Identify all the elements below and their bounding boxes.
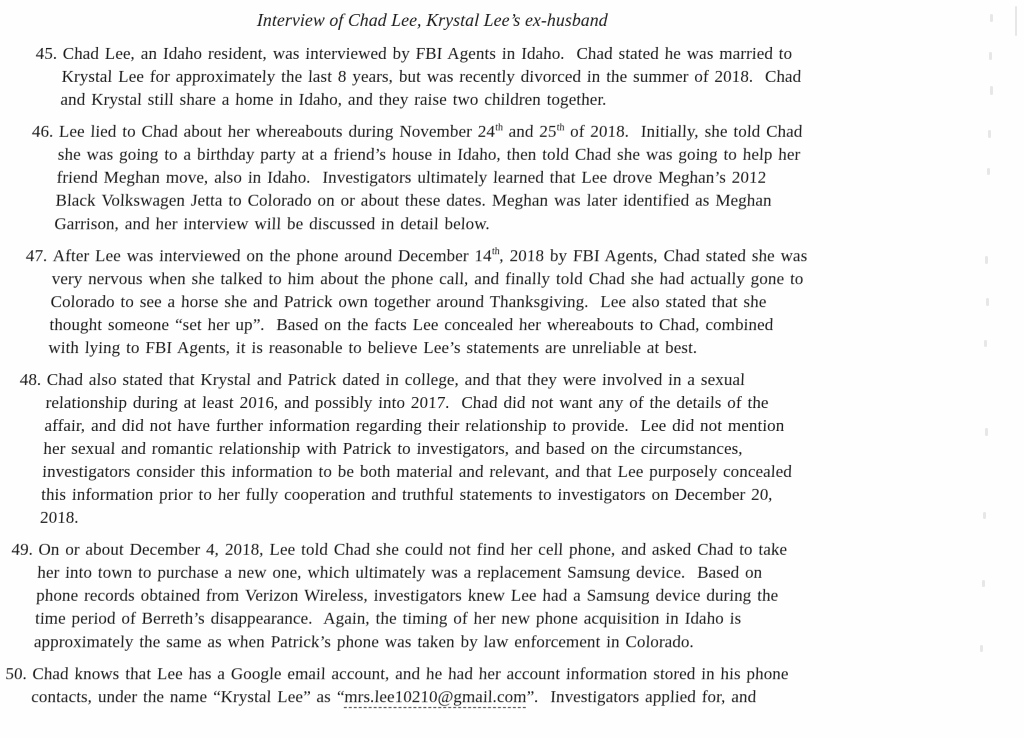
paragraph-number: 50. — [4, 664, 28, 683]
text-run: thought someone “set her up”. Based on the facts Lee concealed her whereabouts to Chad, combined — [49, 315, 774, 334]
scan-artifact — [990, 86, 993, 95]
scan-artifact — [982, 580, 985, 587]
text-run: she was going to a birthday party at a friend’s house in Idaho, then told Chad she was going to help her — [57, 145, 801, 164]
text-line — [50, 290, 806, 313]
email-address: mrs.lee10210@gmail.com — [343, 687, 528, 706]
text-run: investigators consider this information to be both material and relevant, and that Lee purposely concealed — [41, 462, 793, 481]
paragraph-body — [40, 368, 797, 529]
text-run: relationship during at least 2016, and possibly into 2017. Chad did not want any of the details of the — [45, 393, 770, 412]
scan-artifact — [990, 14, 993, 22]
text-line — [54, 212, 799, 235]
scan-artifact — [985, 428, 988, 436]
text-line — [52, 244, 808, 267]
text-line — [43, 437, 794, 460]
text-run: and 25 — [502, 122, 558, 141]
paragraph-number: 46. — [31, 122, 54, 141]
paragraph-number: 47. — [25, 246, 48, 265]
paragraph-49 — [6, 538, 1012, 653]
text-run: time period of Berreth’s disappearance. Again, the timing of her new phone acquisition in Idaho is — [34, 609, 742, 628]
text-line — [49, 313, 805, 336]
text-run: contacts, under the name “Krystal Lee” as “ — [30, 687, 345, 706]
text-line — [57, 143, 802, 166]
text-run: 2018. — [39, 508, 80, 527]
document-title: Interview of Chad Lee, Krystal Lee’s ex-husband — [256, 10, 609, 30]
paragraph-48 — [13, 368, 1021, 529]
scan-artifact — [1015, 6, 1017, 36]
paragraph-list — [4, 42, 1024, 708]
text-run: approximately the same as when Patrick’s phone was taken by law enforcement in Colorado. — [33, 632, 695, 651]
text-line — [38, 538, 788, 561]
paragraph-body — [48, 244, 808, 359]
text-line — [46, 368, 797, 391]
text-line — [51, 267, 807, 290]
paragraph-body — [31, 662, 789, 708]
text-run: Chad knows that Lee has a Google email account, and he had her account information stored in his phone — [31, 664, 790, 683]
scan-artifact — [985, 256, 988, 264]
text-run: Lee lied to Chad about her whereabouts during November 24 — [58, 122, 496, 141]
text-run: Colorado to see a horse she and Patrick own together around Thanksgiving. Lee also stated that she — [50, 292, 767, 311]
text-run: of 2018. Initially, she told Chad — [563, 122, 803, 141]
paragraph-47 — [21, 244, 1024, 359]
text-run: friend Meghan move, also in Idaho. Investigators ultimately learned that Lee drove Meghan’s 2012 — [56, 168, 767, 187]
text-run: affair, and did not have further information regarding their relationship to provide. Lee did not mention — [44, 416, 785, 435]
scan-artifact — [989, 52, 992, 60]
text-line — [56, 166, 801, 189]
text-line — [32, 662, 789, 685]
text-run: Krystal Lee for approximately the last 8 years, but was recently divorced in the summer of 2018. Chad — [61, 67, 802, 86]
paragraph-body — [54, 120, 803, 235]
scan-artifact — [987, 168, 990, 175]
text-run: Black Volkswagen Jetta to Colorado on or about these dates. Meghan was later identified as Meghan — [55, 191, 773, 210]
text-line — [48, 336, 804, 359]
text-line — [62, 42, 803, 65]
text-line — [60, 88, 801, 111]
superscript: th — [556, 122, 565, 134]
text-run: this information prior to her fully cooperation and truthful statements to investigators on December 20, — [40, 485, 774, 504]
text-run: ”. Investigators applied for, and — [526, 687, 757, 706]
text-run: Chad also stated that Krystal and Patrick dated in college, and that they were involved in a sexual — [46, 370, 746, 389]
document-content — [0, 8, 1024, 717]
paragraph-46 — [27, 120, 1024, 235]
scan-artifact — [988, 130, 991, 138]
paragraph-number: 49. — [11, 540, 34, 559]
text-line — [37, 561, 787, 584]
text-line — [35, 607, 785, 630]
text-line — [45, 391, 796, 414]
scan-artifact — [983, 512, 986, 519]
text-line — [40, 506, 791, 529]
text-line — [61, 65, 802, 88]
text-line — [31, 685, 788, 708]
text-run: very nervous when she talked to him about the phone call, and finally told Chad she had actually gone to — [51, 269, 805, 288]
scan-artifact — [980, 645, 983, 652]
scan-artifact — [984, 340, 987, 347]
text-line — [44, 414, 795, 437]
text-line — [55, 189, 800, 212]
superscript: th — [494, 122, 504, 134]
text-run: her sexual and romantic relationship with Patrick to investigators, and based on the circumstances, — [42, 439, 744, 458]
text-run: Garrison, and her interview will be discussed in detail below. — [53, 214, 491, 233]
paragraph-body — [60, 42, 803, 111]
text-run: On or about December 4, 2018, Lee told Chad she could not find her cell phone, and asked Chad to take — [38, 540, 788, 559]
text-run: with lying to FBI Agents, it is reasonable to believe Lee’s statements are unreliable at best. — [47, 338, 698, 357]
text-run: and Krystal still share a home in Idaho, and they raise two children together. — [60, 90, 608, 109]
text-line — [41, 483, 792, 506]
text-line — [33, 630, 783, 653]
text-run: Chad Lee, an Idaho resident, was interviewed by FBI Agents in Idaho. Chad stated he was married to — [62, 44, 793, 63]
text-line — [42, 460, 793, 483]
paragraph-number: 45. — [35, 44, 58, 63]
superscript: th — [491, 246, 500, 258]
text-run: After Lee was interviewed on the phone around December 14 — [52, 246, 493, 265]
text-line — [58, 120, 803, 143]
text-line — [36, 584, 786, 607]
paragraph-50 — [4, 662, 1006, 708]
text-run: phone records obtained from Verizon Wireless, investigators knew Lee had a Samsung device during the — [35, 586, 779, 605]
paragraph-number: 48. — [19, 370, 42, 389]
paragraph-body — [33, 538, 787, 653]
scan-artifact — [986, 298, 989, 306]
paragraph-45 — [33, 42, 1024, 111]
text-run: her into town to purchase a new one, which ultimately was a replacement Samsung device. Based on — [36, 563, 763, 582]
text-run: , 2018 by FBI Agents, Chad stated she was — [499, 246, 808, 265]
